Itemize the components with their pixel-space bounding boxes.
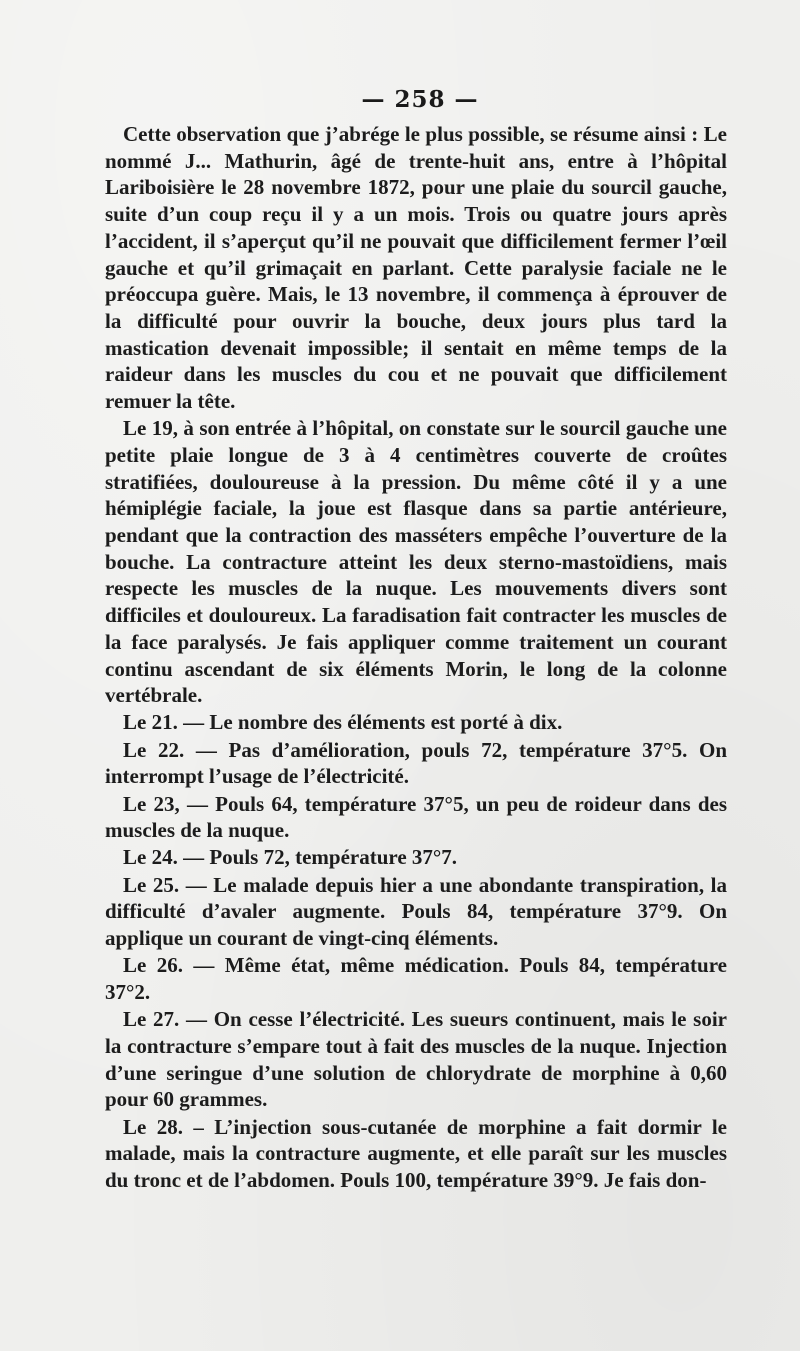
paragraph-day-24: Le 24. — Pouls 72, température 37°7. [123, 845, 458, 870]
paragraph-day-27: Le 27. — On cesse l’électricité. Les sueurs continuent, mais le soir la contracture s’empare tout à fait des muscles de la nuque. Injection d’une seringue d’une solution de chlorydrate de morphine à 0,60 pour 60 grammes. [105, 1007, 727, 1112]
page-number: — 258 — [361, 86, 479, 113]
paragraph-observation-summary: Cette observation que j’abrége le plus possible, se résume ainsi : Le nommé J... Mathurin, âgé de trente-huit ans, entre à l’hôpital Lariboisière le 28 novembre 1872, pour une plaie du sourcil gauche, suite d’un coup reçu il y a un mois. Trois ou quatre jours après l’accident, il s’aperçut qu’il ne pouvait que difficilement fermer l’œil gauche et qu’il grimaçait en parlant. Cette paralysie faciale ne le préoccupa guère. Mais, le 13 novembre, il commença à éprouver de la difficulté pour ouvrir la bouche, deux jours plus tard la mastication devenait impossible; il sentait en même temps de la raideur dans les muscles du cou et ne pouvait que difficilement remuer la tête. [105, 122, 727, 414]
paragraph-day-23: Le 23, — Pouls 64, température 37°5, un peu de roideur dans des muscles de la nuque. [105, 791, 727, 843]
body-text [105, 121, 727, 1194]
paragraph-day-25: Le 25. — Le malade depuis hier a une abondante transpiration, la difficulté d’avaler augmente. Pouls 84, température 37°9. On applique un courant de vingt-cinq éléments. [105, 872, 727, 951]
paragraph-day-21: Le 21. — Le nombre des éléments est porté à dix. [123, 710, 563, 735]
paragraph-day-26: Le 26. — Même état, même médication. Pouls 84, température 37°2. [105, 953, 727, 1004]
paragraph-day-22: Le 22. — Pas d’amélioration, pouls 72, température 37°5. On interrompt l’usage de l’électricité. [105, 737, 727, 789]
paragraph-day-28: Le 28. – L’injection sous-cutanée de morphine a fait dormir le malade, mais la contracture augmente, et elle paraît sur les muscles du tronc et de l’abdomen. Pouls 100, température 39°9. Je fais don- [105, 1114, 727, 1192]
paragraph-day-19: Le 19, à son entrée à l’hôpital, on constate sur le sourcil gauche une petite plaie longue de 3 à 4 centimètres couverte de croûtes stratifiées, douloureuse à la pression. Du même côté il y a une hémiplégie faciale, la joue est flasque dans sa partie antérieure, pendant que la contraction des masséters empêche l’ouverture de la bouche. La contracture atteint les deux sterno-mastoïdiens, mais respecte les muscles de la nuque. Les mouvements divers sont difficiles et douloureux. La faradisation fait contracter les muscles de la face paralysés. Je fais appliquer comme traitement un courant continu ascendant de six éléments Morin, le long de la colonne vertébrale. [105, 416, 727, 708]
